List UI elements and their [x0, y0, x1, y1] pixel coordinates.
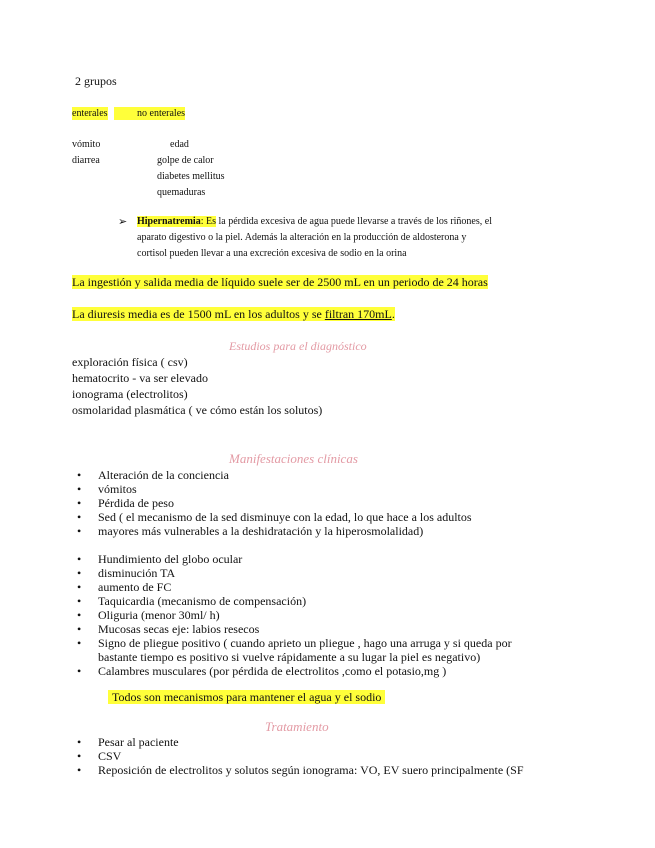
manifestations-heading: Manifestaciones clínicas: [229, 451, 358, 466]
diuresis-underlined: filtran 170mL: [324, 307, 392, 321]
diagnostic-heading: Estudios para el diagnóstico: [229, 339, 367, 353]
bullet-icon: •: [77, 735, 82, 749]
bullet-icon: •: [77, 763, 82, 777]
diagnostic-item: exploración física ( csv): [72, 355, 188, 369]
bullet-icon: •: [77, 594, 82, 608]
bullet-icon: •: [77, 749, 82, 763]
groups-label: 2 grupos: [75, 74, 117, 88]
document-page: 2 grupos enterales no enterales vómito diarrea edad golpe de calor diabetes mellitus quemaduras ➢ Hipernatremia: Es la pérdida excesiva de agua puede llevarse a través de los riñones, el aparato digestivo o la piel. Además la alteración en la producción de aldosterona y cortisol pueden llevar a una excreción excesiva de sodio en la orina La ingestión y salida media de líquido suele ser de 2500 mL en un periodo de 24 horas La diuresis media es de 1500 mL en los adultos y se filtran 170mL. Estudios para el diagnóstico exploración física ( csv) hematocrito - va ser elevado ionograma (electrolitos) osmolaridad plasmática ( ve cómo están los solutos) Manifestaciones clínicas • Alteración de la conciencia • vómitos • Pérdida de peso • Sed ( el mecanismo de la sed disminuye con la edad, lo que hace a los adultos • mayores más vulnerables a la deshidratación y la hiperosmolalidad) • Hundimiento del globo ocular • disminución TA • aumento de FC • Taquicardia (mecanismo de compensación) • Oliguria (menor 30ml/ h) • Mucosas secas eje: labios resecos • Signo de pliegue positivo ( cuando aprieto un pliegue , hago una arruga y si queda por bastante tiempo es positivo si vuelve rápidamente a su lugar la piel es negativo) • Calambres musculares (por pérdida de electrolitos ,como el potasio,mg ) Todos son mecanismos para mantener el agua y el sodio Tratamiento • Pesar al paciente • CSV • Reposición de electrolitos y solutos según ionograma: VO, EV suero principalmente (SF: [72, 74, 524, 777]
bullet-icon: •: [77, 510, 82, 524]
hypernatremia-es: : Es: [200, 216, 216, 227]
category-non-enteral: no enterales: [137, 108, 186, 119]
cause-non-enteral-item: quemaduras: [157, 187, 206, 198]
diuresis-text: La diuresis media es de 1500 mL en los adultos y se: [72, 307, 325, 321]
arrow-bullet-icon: ➢: [118, 216, 128, 228]
bullet-icon: •: [77, 608, 82, 622]
diagnostic-item: hematocrito - va ser elevado: [72, 371, 208, 385]
hypernatremia-term: Hipernatremia: [137, 216, 201, 227]
cause-non-enteral-item: golpe de calor: [157, 155, 214, 166]
hypernatremia-line-3: cortisol pueden llevar a una excreción excesiva de sodio en la orina: [137, 248, 407, 259]
hypernatremia-text: la pérdida excesiva de agua puede llevarse a través de los riñones, el: [215, 216, 492, 227]
bullet-icon: •: [77, 468, 82, 482]
treatment-heading: Tratamiento: [265, 719, 329, 734]
diagnostic-item: osmolaridad plasmática ( ve cómo están los solutos): [72, 403, 323, 417]
bullet-icon: •: [77, 496, 82, 510]
cause-enteral-item: vómito: [72, 139, 101, 150]
bullet-icon: •: [77, 482, 82, 496]
diuresis-end: .: [391, 307, 395, 321]
hypernatremia-line-1: [137, 215, 492, 228]
intake-note: La ingestión y salida media de líquido suele ser de 2500 mL en un periodo de 24 horas: [72, 275, 488, 289]
category-gap-highlight: [114, 107, 138, 120]
diuresis-note: [72, 307, 395, 321]
bullet-icon: •: [77, 664, 82, 678]
bullet-icon: •: [77, 636, 82, 650]
list-item-continuation: bastante tiempo es positivo si vuelve rápidamente a su lugar la piel es negativo): [98, 650, 481, 664]
bullet-icon: •: [77, 622, 82, 636]
cause-enteral-item: diarrea: [72, 155, 100, 166]
bullet-icon: •: [77, 524, 82, 538]
diagnostic-item: ionograma (electrolitos): [72, 387, 188, 401]
bullet-icon: •: [77, 552, 82, 566]
cause-non-enteral-item: diabetes mellitus: [157, 171, 225, 182]
hypernatremia-line-2: aparato digestivo o la piel. Además la alteración en la producción de aldosterona y: [137, 232, 467, 243]
summary-highlight: Todos son mecanismos para mantener el agua y el sodio: [108, 690, 385, 704]
bullet-icon: •: [77, 566, 82, 580]
cause-non-enteral-item: edad: [170, 139, 189, 150]
bullet-icon: •: [77, 580, 82, 594]
category-enteral: enterales: [72, 108, 108, 119]
